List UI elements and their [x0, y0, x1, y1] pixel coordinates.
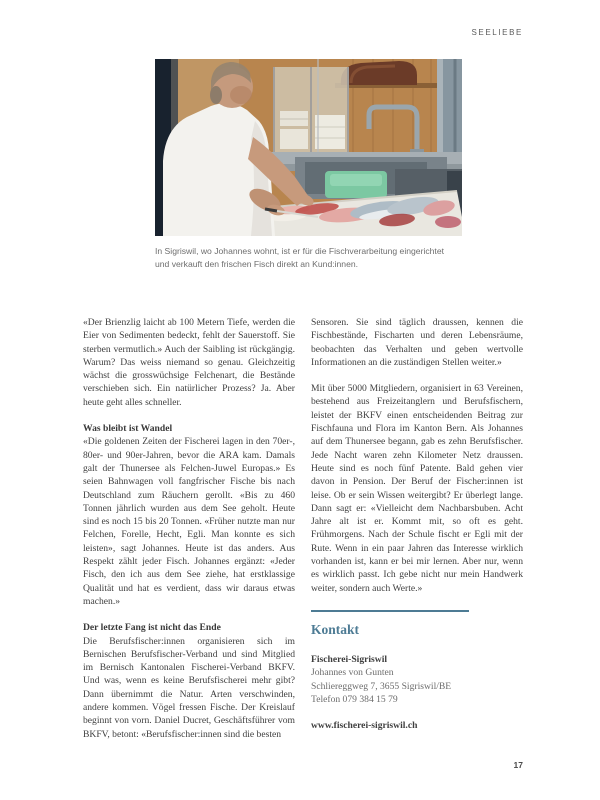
section-kicker: SEELIEBE [471, 28, 523, 37]
page-number: 17 [513, 760, 523, 770]
article-column-left [83, 316, 295, 754]
contact-company: Fischerei-Sigriswil [311, 653, 388, 665]
paragraph: Mit über 5000 Mitgliedern, organisiert in 63 Vereinen, bestehend aus Freizeitanglern und Berufsfischern, leistet der BKFV einen entscheidenden Beitrag zur Fischfauna und Flora im Kanton Bern. Als Johannes auf dem Thunersee begann, gab es zehn Berufsfischer. Jede Nacht waren zehn Kilometer Netz draussen. Heute sind es noch fünf Patente. Bald gehen vier davon in Pension. Der Beruf der Fischer:innen ist leise. Ob er sein Wissen weitergibt? Er überlegt lange. Dann sagt er: «Vielleicht dem Nachbarsbuben. Acht Jahre alt ist er. Kommt mit, so oft es geht. Frühmorgens. Nach der Schule fischt er Egli mit der Rute. Wenn in ein paar Jahren das Interesse wirklich vorhanden ist, kann er bei mir lernen. Aber nur, wenn es wirklich passt. Ich gebe nicht nur mein Handwerk weiter, sondern auch Werte.» [311, 383, 523, 594]
contact-website-link[interactable]: www.fischerei-sigriswil.ch [311, 720, 418, 732]
article-photo [155, 59, 462, 236]
contact-heading: Kontakt [311, 621, 360, 637]
article-body [83, 316, 523, 754]
contact-divider [311, 610, 469, 612]
fisherman-photo-illustration [155, 59, 462, 236]
contact-address: Schliereggweg 7, 3655 Sigriswil/BE [311, 680, 452, 692]
contact-person: Johannes von Gunten [311, 667, 394, 679]
paragraph: «Der Brienzlig laicht ab 100 Metern Tiefe, werden die Eier von Sedimenten bedeckt, fehlt der Sauerstoff. Sie sterben vermutlich.» Auch der Saibling ist rückgängig. Warum? Das weiss niemand so genau. Gleichzeitig wächst die grosswüchsige Felchenart, die Bestände verschieben sich. Ein natürlicher Prozess? Ja. Aber heute geht alles schneller. [83, 317, 295, 408]
contact-box [311, 610, 523, 732]
contact-phone: Telefon 079 384 15 79 [311, 693, 398, 705]
section-heading: Der letzte Fang ist nicht das Ende [83, 622, 221, 634]
photo-caption: In Sigriswil, wo Johannes wohnt, ist er für die Fischverarbeitung eingerichtet und verkauft den frischen Fisch direkt an Kund:innen. [155, 246, 444, 269]
paragraph: «Die goldenen Zeiten der Fischerei lagen in den 70er-, 80er- und 90er-Jahren, bevor die ARA kam. Damals galt der Thunersee als Felchen-Juwel Europas.» Es seien Bahnwagen voll fangfrischer Fische bis nach Deutschland zum Räuchern gerollt. «Bis zu 460 Tonnen jährlich wurden aus dem See geholt. Heute sind es noch 15 bis 20 Tonnen. «Früher nutzte man nur Felchen, Forelle, Hecht, Egli. Man konnte es sich leisten», sagt Johannes. Heute ist das anders. Aus Respekt zählt jeder Fisch. Johannes ergänzt: «Jeder Fisch, den ich aus dem See ziehe, hat erstklassige Qualität und hat es verdient, dass wir daraus etwas machen.» [83, 436, 295, 607]
article-column-right [311, 316, 523, 754]
section-heading: Was bleibt ist Wandel [83, 423, 173, 435]
paragraph: Sensoren. Sie sind täglich draussen, kennen die Fischbestände, Fischarten und deren Lebensräume, beobachten das Verhalten und geben wertvolle Informationen an die zuständigen Stellen weiter.» [311, 317, 523, 368]
paragraph: Die Berufsfischer:innen organisieren sich im Bernischen Berufsfischer-Verband und sind Mitglied im Bernisch Kantonalen Fischerei-Verband BKFV. Und was, wenn es keine Berufsfischerei mehr gibt? Dann übernimmt die Natur. Arten verschwinden, andere kommen. Vögel fressen Fische. Der Kreislauf beginnt von vorn. Daniel Ducret, Geschäftsführer vom BKFV, betont: «Berufsfischer:innen sind die besten [83, 635, 295, 740]
